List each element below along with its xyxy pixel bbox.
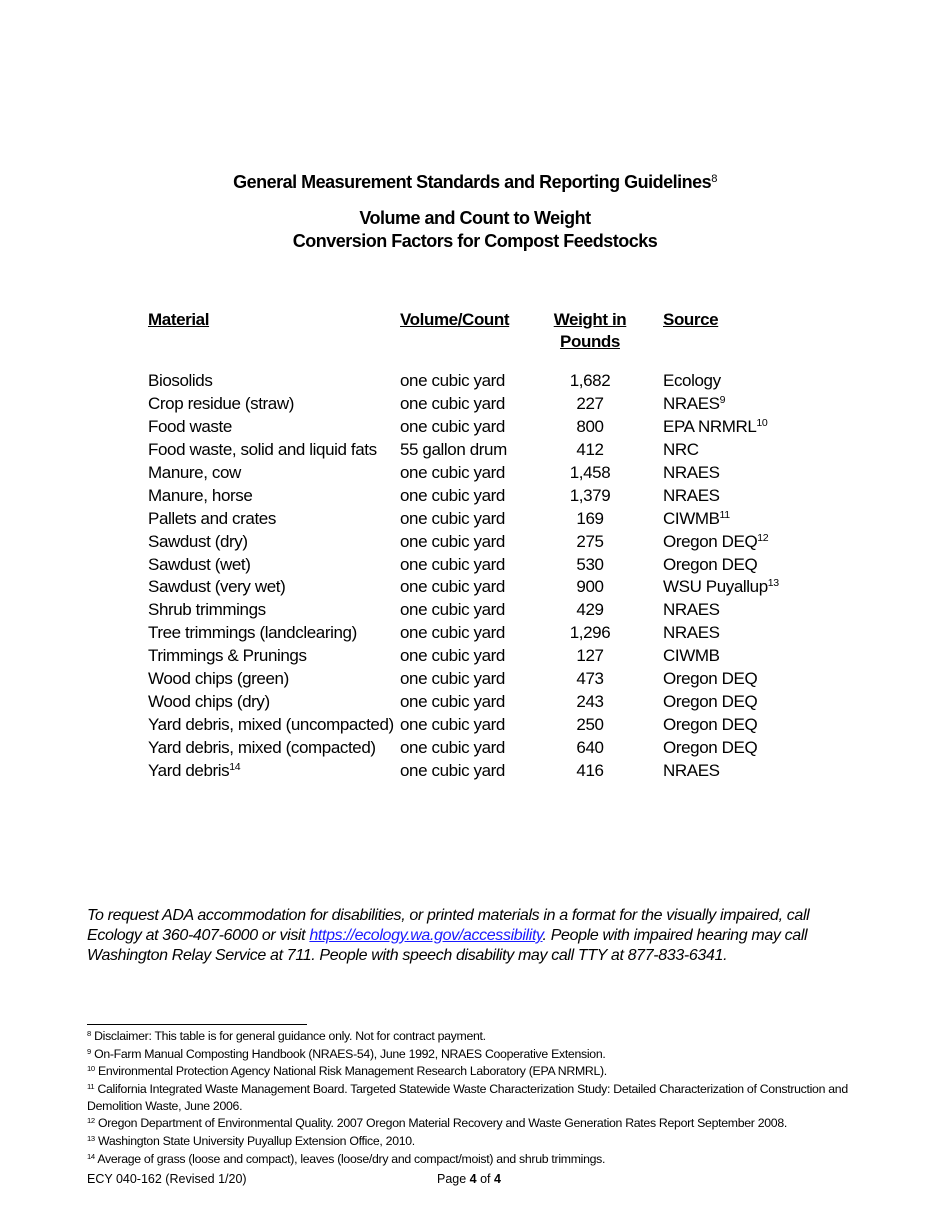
weight-cell-text: 1,458 xyxy=(569,462,611,482)
volume-cell xyxy=(400,394,505,414)
header-material: Material xyxy=(148,310,210,329)
page-current: 4 xyxy=(469,1172,477,1186)
table-row xyxy=(0,486,950,509)
volume-cell-text: one cubic yard xyxy=(400,577,505,597)
volume-cell-text: one cubic yard xyxy=(400,692,505,712)
source-cell-text: NRAES xyxy=(663,623,720,643)
page-prefix: Page xyxy=(437,1172,470,1186)
material-cell xyxy=(148,394,294,414)
material-cell-text: Trimmings & Prunings xyxy=(148,646,307,666)
volume-cell-text: one cubic yard xyxy=(400,760,505,780)
footnote-text: Disclaimer: This table is for general guidance only. Not for contract payment. xyxy=(94,1029,486,1043)
volume-cell xyxy=(400,600,505,620)
volume-cell xyxy=(400,761,505,781)
footnote-number: 10 xyxy=(87,1064,95,1074)
material-cell-text: Shrub trimmings xyxy=(148,600,266,620)
material-cell-text: Manure, horse xyxy=(148,485,253,505)
weight-cell-text: 473 xyxy=(576,669,604,689)
header-source: Source xyxy=(663,310,719,329)
source-cell-text: Oregon DEQ xyxy=(663,692,758,712)
source-cell-text: NRAES xyxy=(663,485,720,505)
subtitle-line-1: Volume and Count to Weight xyxy=(359,208,591,228)
page-total: 4 xyxy=(494,1172,501,1186)
material-cell-text: Wood chips (green) xyxy=(148,669,289,689)
source-cell xyxy=(663,577,779,597)
volume-cell xyxy=(400,738,505,758)
source-cell-text: Ecology xyxy=(663,371,721,390)
weight-cell xyxy=(545,692,635,712)
source-cell-text: CIWMB xyxy=(663,646,720,666)
table-row xyxy=(0,555,950,578)
table-row xyxy=(0,646,950,669)
volume-cell xyxy=(400,371,505,391)
source-cell-text: WSU Puyallup xyxy=(663,577,768,597)
source-cell-text: CIWMB xyxy=(663,508,720,528)
table-row xyxy=(0,463,950,486)
material-cell-text: Pallets and crates xyxy=(148,508,276,528)
volume-cell xyxy=(400,440,507,460)
footnote-text: Washington State University Puyallup Extension Office, 2010. xyxy=(98,1133,415,1148)
material-cell-text: Food waste xyxy=(148,416,232,436)
table-row xyxy=(0,692,950,715)
volume-cell xyxy=(400,509,505,529)
material-cell xyxy=(148,669,289,689)
material-cell xyxy=(148,555,251,575)
material-cell xyxy=(148,761,240,781)
weight-cell xyxy=(545,463,635,483)
table-row xyxy=(0,623,950,646)
weight-cell xyxy=(545,394,635,414)
weight-cell-text: 530 xyxy=(576,554,604,574)
footnote-ref: 11 xyxy=(719,508,730,521)
source-cell xyxy=(663,646,720,666)
table-row xyxy=(0,761,950,784)
volume-cell xyxy=(400,715,505,735)
footnote-ref: 10 xyxy=(756,417,768,430)
volume-cell xyxy=(400,623,505,643)
table-row xyxy=(0,669,950,692)
weight-cell-text: 1,296 xyxy=(569,623,611,643)
volume-cell-text: one cubic yard xyxy=(400,669,505,689)
weight-cell xyxy=(545,646,635,666)
ada-text: To request ADA accommodation for disabilities, or printed materials in a format for the visually impaired, call Ecology at 360-407-6000 or visit xyxy=(87,907,810,944)
material-cell xyxy=(148,463,241,483)
weight-cell xyxy=(545,417,635,437)
source-cell-text: NRC xyxy=(663,439,699,459)
table-row xyxy=(0,394,950,417)
volume-cell-text: one cubic yard xyxy=(400,371,505,390)
volume-cell-text: 55 gallon drum xyxy=(400,439,507,459)
weight-cell-text: 250 xyxy=(576,715,604,735)
volume-cell-text: one cubic yard xyxy=(400,646,505,666)
material-cell-text: Crop residue (straw) xyxy=(148,393,294,413)
weight-cell xyxy=(545,738,635,758)
source-cell-text: Oregon DEQ xyxy=(663,669,758,689)
footnote-text: Average of grass (loose and compact), leaves (loose/dry and compact/moist) and shrub trimmings. xyxy=(97,1151,606,1166)
volume-cell-text: one cubic yard xyxy=(400,393,505,413)
weight-cell-text: 900 xyxy=(576,577,604,597)
conversion-table xyxy=(0,371,950,784)
weight-cell xyxy=(545,577,635,597)
footnote-number: 13 xyxy=(87,1133,95,1143)
material-cell xyxy=(148,486,252,506)
source-cell xyxy=(663,738,757,758)
source-cell xyxy=(663,509,730,529)
weight-cell-text: 227 xyxy=(576,393,604,413)
source-cell xyxy=(663,486,720,506)
volume-cell-text: one cubic yard xyxy=(400,600,505,620)
table-row xyxy=(0,371,950,394)
ada-notice xyxy=(87,906,867,966)
page-of: of xyxy=(476,1172,494,1186)
table-row xyxy=(0,440,950,463)
subtitle-line-2: Conversion Factors for Compost Feedstocks xyxy=(292,231,658,251)
source-cell xyxy=(663,440,699,460)
weight-cell-text: 640 xyxy=(576,738,604,757)
footnote xyxy=(87,1133,857,1149)
weight-cell xyxy=(545,532,635,552)
volume-cell xyxy=(400,692,505,712)
footnote-text: Environmental Protection Agency National Risk Management Research Laboratory (EPA NRMRL). xyxy=(98,1064,607,1079)
volume-cell-text: one cubic yard xyxy=(400,623,505,643)
footnote xyxy=(87,1063,857,1079)
volume-cell-text: one cubic yard xyxy=(400,416,505,436)
material-cell-text: Biosolids xyxy=(148,371,213,390)
volume-cell xyxy=(400,417,505,437)
footnote xyxy=(87,1046,857,1062)
volume-cell xyxy=(400,486,505,506)
page-title xyxy=(0,172,950,193)
source-cell xyxy=(663,761,720,781)
footnote-text: On-Farm Manual Composting Handbook (NRAES-54), June 1992, NRAES Cooperative Extension. xyxy=(94,1046,606,1061)
weight-cell xyxy=(545,761,635,781)
source-cell xyxy=(663,715,757,735)
page-number xyxy=(437,1172,501,1186)
header-volume: Volume/Count xyxy=(400,310,510,329)
weight-cell-text: 416 xyxy=(576,760,604,780)
volume-cell-text: one cubic yard xyxy=(400,462,505,482)
weight-cell xyxy=(545,600,635,620)
weight-cell xyxy=(545,623,635,643)
volume-cell xyxy=(400,463,505,483)
footnote-number: 9 xyxy=(87,1046,91,1056)
table-row xyxy=(0,417,950,440)
source-cell-text: Oregon DEQ xyxy=(663,738,758,757)
source-cell xyxy=(663,600,720,620)
footnotes xyxy=(87,1028,857,1168)
material-cell xyxy=(148,715,394,735)
volume-cell xyxy=(400,669,505,689)
table-row xyxy=(0,532,950,555)
table-row xyxy=(0,715,950,738)
source-cell xyxy=(663,463,720,483)
footnote-text: Oregon Department of Environmental Quality. 2007 Oregon Material Recovery and Waste Generation Rates Report September 2008. xyxy=(98,1116,787,1131)
material-cell-text: Food waste, solid and liquid fats xyxy=(148,439,377,459)
material-cell xyxy=(148,692,270,712)
volume-cell-text: one cubic yard xyxy=(400,715,505,735)
material-cell xyxy=(148,623,357,643)
table-row xyxy=(0,600,950,623)
volume-cell xyxy=(400,646,505,666)
volume-cell-text: one cubic yard xyxy=(400,485,505,505)
volume-cell xyxy=(400,532,505,552)
footnote-number: 8 xyxy=(87,1028,91,1038)
source-cell xyxy=(663,417,767,437)
weight-cell-text: 429 xyxy=(576,600,604,620)
material-cell xyxy=(148,371,212,391)
table-row xyxy=(0,509,950,532)
source-cell xyxy=(663,669,757,689)
material-cell xyxy=(148,417,232,437)
material-cell-text: Tree trimmings (landclearing) xyxy=(148,623,357,643)
weight-cell-text: 412 xyxy=(576,439,604,459)
volume-cell xyxy=(400,577,505,597)
header-weight xyxy=(545,309,635,353)
weight-cell-text: 127 xyxy=(576,646,604,666)
weight-cell xyxy=(545,715,635,735)
material-cell-text: Sawdust (dry) xyxy=(148,531,248,551)
page-title-text: General Measurement Standards and Reporting Guidelines xyxy=(233,172,712,192)
volume-cell-text: one cubic yard xyxy=(400,531,505,551)
footnote xyxy=(87,1115,857,1131)
accessibility-link[interactable]: https://ecology.wa.gov/accessibility xyxy=(309,927,543,944)
material-cell-text: Yard debris, mixed (uncompacted) xyxy=(148,715,394,735)
material-cell xyxy=(148,646,307,666)
weight-cell xyxy=(545,440,635,460)
material-cell xyxy=(148,600,266,620)
table-row xyxy=(0,577,950,600)
material-cell-text: Wood chips (dry) xyxy=(148,692,270,712)
source-cell xyxy=(663,371,721,391)
weight-cell xyxy=(545,371,635,391)
footnote-divider xyxy=(87,1024,307,1025)
weight-cell xyxy=(545,555,635,575)
table-row xyxy=(0,738,950,761)
source-cell xyxy=(663,692,757,712)
volume-cell-text: one cubic yard xyxy=(400,738,505,757)
footnote-ref: 8 xyxy=(711,172,717,185)
footnote xyxy=(87,1081,857,1114)
source-cell-text: NRAES xyxy=(663,393,720,413)
weight-cell-text: 1,682 xyxy=(569,371,611,390)
source-cell xyxy=(663,394,725,414)
source-cell-text: Oregon DEQ xyxy=(663,531,758,551)
source-cell-text: EPA NRMRL xyxy=(663,416,757,436)
header-weight-line1: Weight in xyxy=(553,310,627,329)
material-cell xyxy=(148,440,377,460)
source-cell-text: NRAES xyxy=(663,462,720,482)
material-cell-text: Yard debris xyxy=(148,760,230,780)
material-cell-text: Sawdust (wet) xyxy=(148,554,251,574)
material-cell xyxy=(148,738,376,758)
weight-cell-text: 169 xyxy=(576,508,604,528)
ada-text-after: . People with impaired hearing may call Washington Relay Service at 711. People with speech disability may call TTY at 877-833-6341. xyxy=(87,927,808,964)
source-cell-text: NRAES xyxy=(663,600,720,620)
footnote-text: California Integrated Waste Management Board. Targeted Statewide Waste Characterization Study: Detailed Characterization of Construction and Demolition Waste, June 2006. xyxy=(87,1082,848,1113)
material-cell xyxy=(148,532,248,552)
source-cell xyxy=(663,623,720,643)
source-cell-text: Oregon DEQ xyxy=(663,554,758,574)
footnote xyxy=(87,1151,857,1167)
material-cell-text: Yard debris, mixed (compacted) xyxy=(148,738,376,757)
weight-cell xyxy=(545,509,635,529)
footnote-number: 11 xyxy=(87,1081,95,1091)
volume-cell-text: one cubic yard xyxy=(400,554,505,574)
weight-cell-text: 1,379 xyxy=(569,485,611,505)
source-cell-text: NRAES xyxy=(663,760,720,780)
source-cell xyxy=(663,555,757,575)
footnote-number: 12 xyxy=(87,1116,95,1126)
footnote-ref: 9 xyxy=(719,394,726,407)
source-cell xyxy=(663,532,768,552)
volume-cell xyxy=(400,555,505,575)
footnote-ref: 13 xyxy=(767,577,779,590)
weight-cell xyxy=(545,669,635,689)
material-cell-text: Sawdust (very wet) xyxy=(148,577,286,597)
weight-cell-text: 243 xyxy=(576,692,604,712)
footnote-number: 14 xyxy=(87,1151,95,1161)
header-weight-line2: Pounds xyxy=(560,332,620,351)
footnote-ref: 14 xyxy=(229,761,241,774)
material-cell xyxy=(148,577,285,597)
source-cell-text: Oregon DEQ xyxy=(663,715,758,735)
footnote-ref: 12 xyxy=(757,531,769,544)
weight-cell-text: 800 xyxy=(576,416,604,436)
weight-cell xyxy=(545,486,635,506)
volume-cell-text: one cubic yard xyxy=(400,508,505,528)
material-cell xyxy=(148,509,276,529)
weight-cell-text: 275 xyxy=(576,531,604,551)
form-id: ECY 040-162 (Revised 1/20) xyxy=(87,1172,247,1186)
material-cell-text: Manure, cow xyxy=(148,462,241,482)
footnote xyxy=(87,1028,857,1044)
